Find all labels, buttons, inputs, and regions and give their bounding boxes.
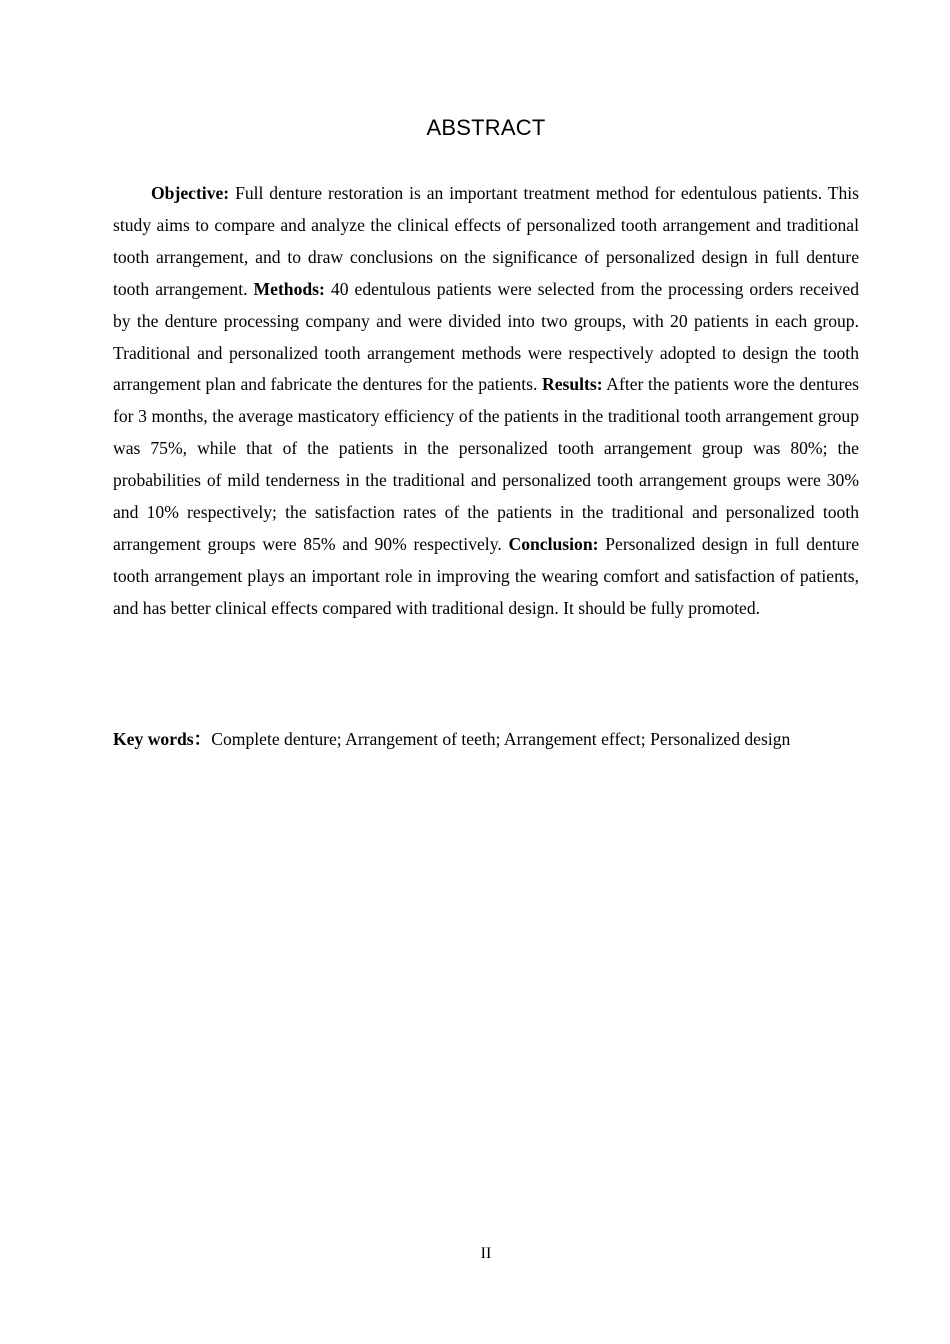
conclusion-text: Personalized design in full denture tooth arrangement plays an important role in improving the wearing comfort and satisfaction of patients, and has better clinical effects compared with traditional design. It should be fully promoted. <box>113 533 859 618</box>
objective-label: Objective: <box>151 183 230 203</box>
keywords-label: Key words： <box>113 729 212 749</box>
page-number: II <box>480 1245 492 1262</box>
results-text: After the patients wore the dentures for 3 months, the average masticatory efficiency of the patients in the traditional tooth arrangement group was 75%, while that of the patients in the personalized tooth arrangement group was 80%; the probabilities of mild tenderness in the traditional and personalized tooth arrangement groups were 30% and 10% respectively; the satisfaction rates of the patients in the traditional and personalized tooth arrangement groups were 85% and 90% respectively. <box>113 374 859 554</box>
objective-text: Full denture restoration is an important treatment method for edentulous patients. This study aims to compare and analyze the clinical effects of personalized tooth arrangement and traditional tooth arrangement, and to draw conclusions on the significance of personalized design in full denture tooth arrangement. <box>113 183 859 299</box>
results-label: Results: <box>542 374 603 395</box>
methods-label: Methods: <box>253 278 325 299</box>
methods-text: 40 edentulous patients were selected from the processing orders received by the denture processing company and were divided into two groups, with 20 patients in each group. Traditional and personalized tooth arrangement methods were respectively adopted to design the tooth arrangement plan and fabricate the dentures for the patients. <box>113 278 859 395</box>
keywords-text: Complete denture; Arrangement of teeth; Arrangement effect; Personalized design <box>211 729 791 749</box>
abstract-title: ABSTRACT <box>426 115 546 140</box>
keywords-line <box>113 723 873 755</box>
conclusion-label: Conclusion: <box>508 533 599 554</box>
abstract-paragraph <box>113 178 859 625</box>
